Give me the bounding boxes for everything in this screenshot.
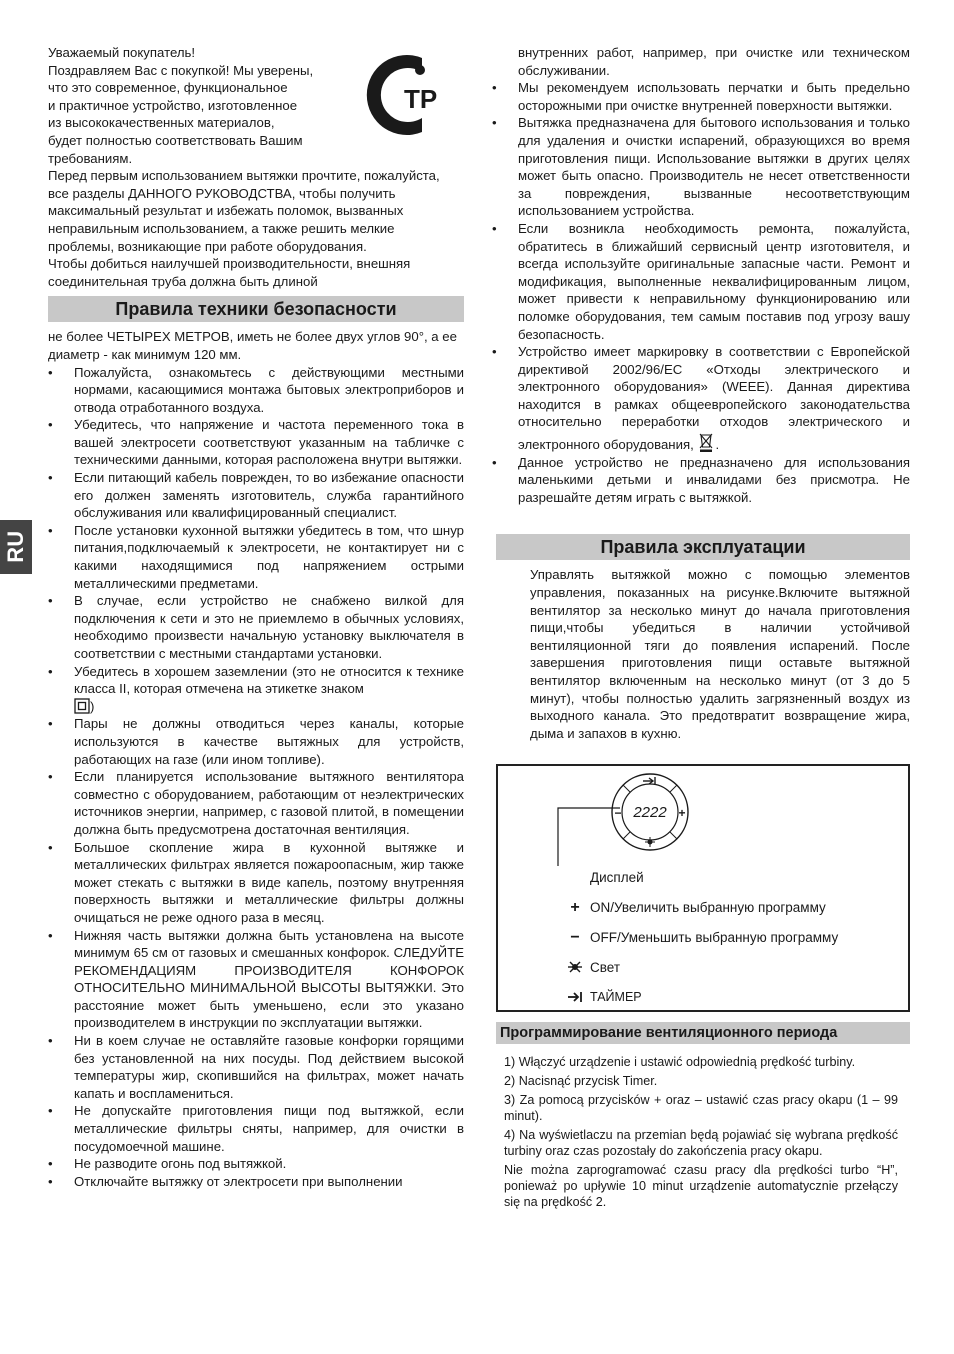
programming-section <box>496 1022 910 1210</box>
list-item-suffix: . <box>715 437 720 453</box>
intro-paragraph: Чтобы добиться наилучшей производительности, внешняя соединительная труба должна быть длиной <box>48 256 411 289</box>
weee-bin-icon <box>697 431 715 453</box>
safety-heading: Правила техники безопасности <box>48 296 464 322</box>
legend-on <box>560 892 890 922</box>
legend-light <box>560 952 890 982</box>
legend-label: OFF/Уменьшить выбранную программу <box>590 929 839 945</box>
light-icon <box>560 960 590 974</box>
list-item: • Отключайте вытяжку от электросети при выполнении <box>48 1173 464 1191</box>
list-item-text: Устройство имеет маркировку в соответствии с Европейской директивой 2002/96/EC «Отходы электрического и электронного оборудования» (WEEE). Данная директива находится в рамках общеевропейского законодательства относительно переработки отходов электрического и электронного оборудования, <box>518 344 910 453</box>
programming-step: 2) Nacisnąć przycisk Timer. <box>504 1074 658 1089</box>
legend-timer <box>560 982 890 1012</box>
list-item: • Не допускайте приготовления пищи под вытяжкой, если металлические фильтры сняты, например, для очистки в посудомоечной машине. <box>48 1102 464 1155</box>
minus-icon: − <box>570 928 580 946</box>
legend-off <box>560 922 890 952</box>
list-item: • Если планируется использование вытяжного вентилятора совместно с оборудованием, работающим от неэлектрических источников энергии, например, с газовой плитой, в помещении должна быть предусмотрена достаточная вентиляция. <box>48 768 464 838</box>
safety-list <box>48 364 464 1191</box>
programming-body <box>496 1054 910 1210</box>
list-item-suffix: ) <box>90 698 95 714</box>
right-column <box>496 44 910 1213</box>
list-item-text: Убедитесь в хорошем заземлении (это не относится к технике класса II, которая отмечена на этикетке знаком <box>74 663 464 697</box>
list-item: • После установки кухонной вытяжки убедитесь в том, что шнур питания,подключаемый к электросети, не контактирует ни с какими находящимися под напряжением острыми металлическими предметами. <box>48 522 464 592</box>
programming-step: 3) Za pomocą przycisków + oraz – ustawić czas pracy okapu (1 – 99 minut). <box>504 1093 898 1124</box>
list-item: • Нижняя часть вытяжки должна быть установлена на высоте минимум 65 см от газовых и смешанных конфорок. СЛЕДУЙТЕ РЕКОМЕНДАЦИЯМ ПРОИЗВОДИТЕЛЯ КОНФОРОК ОТНОСИТЕЛЬНО МИНИМАЛЬНОЙ ВЫСОТЫ ВЫТЯЖКИ. Это расстояние может быть уменьшено, если это указано производителем в инструкции по эксплуатации вытяжки. <box>48 927 464 1033</box>
programming-step: 1) Włączyć urządzenie i ustawić odpowiednią prędkość turbiny. <box>504 1055 856 1070</box>
safety-list-continued <box>492 79 910 506</box>
svg-text:ТР: ТР <box>404 84 438 114</box>
list-item: • Ни в коем случае не оставляйте газовые конфорки горящими без установленной на них посуды. Под действием высокой температуры жир, скопившийся на фильтрах, может начать капать и воспламениться. <box>48 1032 464 1102</box>
list-item: • Большое скопление жира в кухонной вытяжке и металлических фильтрах является пожароопасным, жир также может стекать с вытяжки в виде капель, поэтому внутренняя поверхность вытяжки и металлические фильтры должны очищаться не реже одного раза в месяц. <box>48 839 464 927</box>
language-tab-label: RU <box>3 531 29 563</box>
list-item: • Пары не должны отводиться через каналы, которые используются в качестве вытяжных для устройств, работающих на газе (или ином топливе). <box>48 715 464 768</box>
dial-light-icon[interactable] <box>645 837 655 847</box>
programming-step: 4) Na wyświetlaczu na przemian będą pojawiać się wybrana prędkość turbiny oraz czas pozostały do zakończenia pracy okapu. <box>504 1128 898 1159</box>
dial-plus-icon[interactable]: + <box>678 806 686 821</box>
control-legend <box>560 862 890 1012</box>
timer-icon <box>560 990 590 1004</box>
legend-label: ТАЙМЕР <box>590 989 642 1004</box>
legend-label: Дисплей <box>590 869 644 885</box>
class-ii-icon <box>74 698 90 714</box>
dial-minus-icon[interactable]: − <box>614 806 622 821</box>
plus-icon: + <box>570 898 580 916</box>
list-item: • Данное устройство не предназначено для использования маленькими детьми и инвалидами без присмотра. Не разрешайте детям играть с вытяжкой. <box>492 454 910 507</box>
intro-paragraph: Перед первым использованием вытяжки прочтите, пожалуйста, все разделы ДАННОГО РУКОВОДСТВА, чтобы получить максимальный результат и избежать поломок, вызванных неправильным использованием, а также решить мелкие проблемы, возникающие при работе оборудования. <box>48 168 440 254</box>
continuation-text: внутренних работ, например, при очистке или техническом обслуживании. <box>518 45 910 78</box>
operation-text: Управлять вытяжкой можно с помощью элементов управления, показанных на рисунке.Включите вытяжной вентилятор за несколько минут до начала приготовления пищи,чтобы убедиться в наличии устойчивой вентиляционной тяги до появления испарений. После завершения приготовления пищи оставьте вытяжной вентилятор включенным на несколько минут (от 3 до 5 минут), чтобы полностью удалить загрязненный воздух из выходного канала. Это предотвратит возвращение жира, дыма и запахов в кухню. <box>530 567 910 741</box>
intro-line: требованиям. <box>48 150 133 166</box>
safety-lead: не более ЧЕТЫРЕХ МЕТРОВ, иметь не более двух углов 90°, а ее диаметр - как минимум 120 мм. <box>48 329 457 362</box>
list-item: • Убедитесь, что напряжение и частота переменного тока в вашей электросети соответствуют указанным на табличке с техническими данными, которая расположена внутри вытяжки. <box>48 416 464 469</box>
intro-line: из высококачественных материалов, <box>48 115 275 131</box>
eac-tr-logo <box>360 52 460 138</box>
intro-line: будет полностью соответствовать Вашим <box>48 132 303 148</box>
legend-label: Свет <box>590 959 621 975</box>
dial-display-digits: 2222 <box>633 804 667 822</box>
control-panel-figure <box>496 764 910 1012</box>
legend-label: ON/Увеличить выбранную программу <box>590 899 826 915</box>
intro-line: Уважаемый покупатель! <box>48 45 196 60</box>
list-item: • Не разводите огонь под вытяжкой. <box>48 1155 464 1173</box>
list-item: • Если возникла необходимость ремонта, пожалуйста, обратитесь в ближайший сервисный центр изготовителя, и всегда используйте оригинальные запасные части. Ремонт и модификация, выполненные неквалифицированным лицом, может привести к неправильному функционированию или поломке оборудования, тем самым поставив под угрозу вашу безопасность. <box>492 220 910 343</box>
list-item: • Если питающий кабель поврежден, то во избежание опасности его должен заменять изготовитель, служба гарантийного обслуживания или квалифицированный специалист. <box>48 469 464 522</box>
list-item <box>492 343 910 454</box>
intro-line: что это современное, функциональное <box>48 80 288 96</box>
intro-greeting <box>48 44 348 167</box>
left-column <box>48 44 464 1190</box>
control-dial <box>498 766 908 866</box>
list-item: • Вытяжка предназначена для бытового использования и только для удаления и очистки испарений, образующихся во время приготовления пищи. Использование вытяжки в других целях может быть опасно. Производитель не несет ответственности за повреждения, вызванные несоответствующим использованием устройства. <box>492 114 910 220</box>
list-item: • В случае, если устройство не снабжено вилкой для подключения к сети и это не приемлемо в обычных условиях, необходимо произвести начальную установку выключателя в соответствии с местными стандартами установки. <box>48 592 464 662</box>
language-tab <box>0 520 32 574</box>
programming-heading: Программирование вентиляционного периода <box>496 1022 910 1044</box>
intro-line: и практичное устройство, изготовленное <box>48 97 298 113</box>
list-item: • Мы рекомендуем использовать перчатки и быть предельно осторожными при очистке внутренней поверхности вытяжки. <box>492 79 910 114</box>
list-item <box>48 663 464 716</box>
programming-note: Nie można zaprogramować czasu pracy dla prędkości turbo “H”, ponieważ po upływie 10 minut urządzenie automatycznie przełączy się na prędkość 2. <box>504 1163 898 1210</box>
intro-line: Поздравляем Вас с покупкой! Мы уверены, <box>48 62 314 78</box>
operation-heading: Правила эксплуатации <box>496 534 910 560</box>
list-item: • Пожалуйста, ознакомьтесь с действующими местными нормами, касающимися монтажа бытовых электроприборов и отвода отработанного воздуха. <box>48 364 464 417</box>
legend-display <box>560 862 890 892</box>
